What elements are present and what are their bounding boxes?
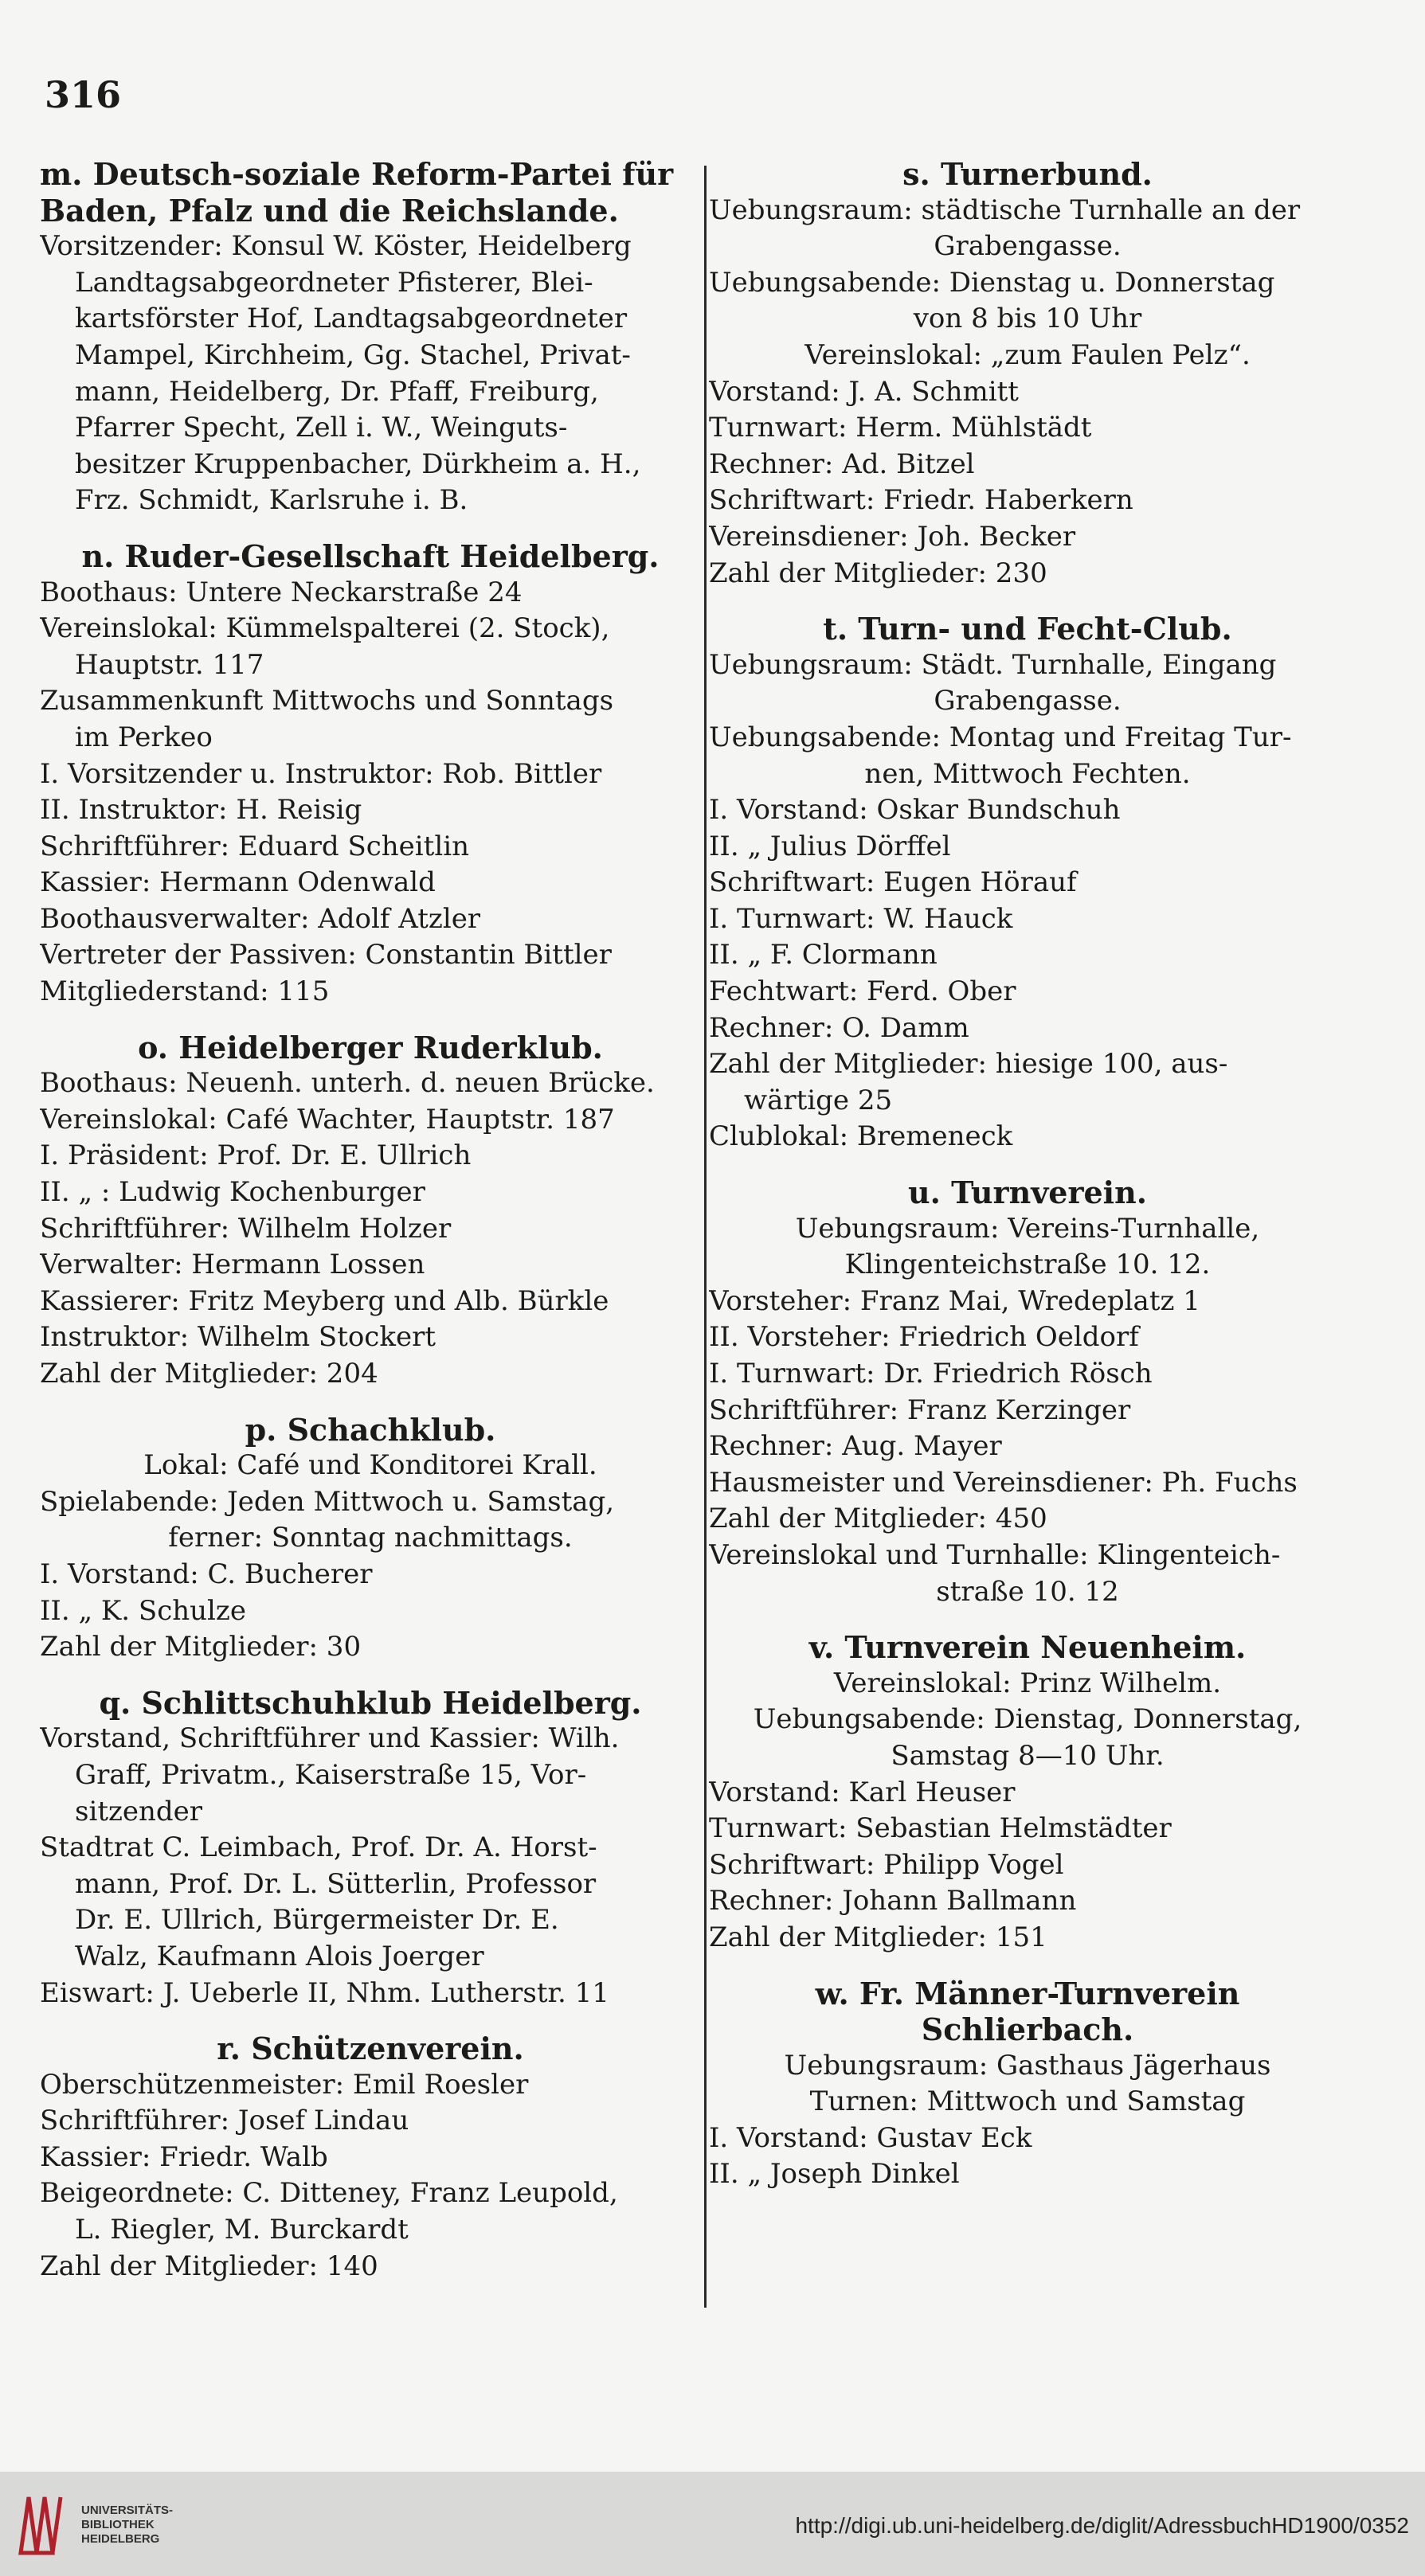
text-line: Uebungsabende: Dienstag, Donnerstag, — [753, 1703, 1302, 1736]
section-gap — [709, 1610, 1346, 1629]
text-line: Schriftwart: Eugen Hörauf — [709, 866, 1077, 899]
text-line: I. Vorstand: Gustav Eck — [709, 2121, 1032, 2154]
section-heading: m. Deutsch-soziale Reform-Partei für — [40, 156, 674, 192]
text-line: Uebungsabende: Montag und Freitag Tur- — [709, 721, 1292, 753]
text-line: Rechner: Johann Ballmann — [709, 1885, 1077, 1917]
library-logo-text — [81, 2504, 173, 2547]
text-line: Kassierer: Fritz Meyberg und Alb. Bürkle — [40, 1284, 609, 1317]
section-heading: u. Turnverein. — [908, 1175, 1147, 1211]
text-line: Vereinslokal: Kümmelspalterei (2. Stock), — [40, 612, 610, 645]
text-line: Schriftwart: Friedr. Haberkern — [709, 484, 1133, 517]
text-line: Zahl der Mitglieder: 204 — [40, 1358, 378, 1390]
text-line: Fechtwart: Ferd. Ober — [709, 975, 1016, 1008]
text-line: Schriftführer: Wilhelm Holzer — [40, 1212, 452, 1245]
text-line: Boothaus: Untere Neckarstraße 24 — [40, 576, 523, 608]
text-line: Schriftführer: Eduard Scheitlin — [40, 830, 469, 862]
text-line: Rechner: Aug. Mayer — [709, 1430, 1002, 1463]
text-line: Dr. E. Ullrich, Bürgermeister Dr. E. — [75, 1904, 559, 1937]
text-line: II. „ K. Schulze — [40, 1594, 246, 1627]
section-heading: Schlierbach. — [921, 2011, 1134, 2048]
text-line: Hauptstr. 117 — [75, 648, 264, 681]
text-line: Schriftführer: Franz Kerzinger — [709, 1394, 1131, 1426]
section-gap — [40, 2011, 701, 2031]
text-line: wärtige 25 — [744, 1084, 893, 1116]
source-url-link[interactable]: http://digi.ub.uni-heidelberg.de/diglit/AdressbuchHD1900/0352 — [795, 2513, 1409, 2538]
text-line: besitzer Kruppenbacher, Dürkheim a. H., — [75, 448, 641, 480]
text-line: I. Präsident: Prof. Dr. E. Ullrich — [40, 1139, 472, 1172]
section-gap — [40, 519, 701, 538]
text-line: Uebungsraum: Vereins-Turnhalle, — [795, 1212, 1260, 1245]
text-line: Zahl der Mitglieder: 30 — [40, 1631, 362, 1663]
section-heading: s. Turnerbund. — [902, 156, 1153, 192]
text-line: Lokal: Café und Konditorei Krall. — [143, 1449, 597, 1482]
text-line: Grabengasse. — [934, 685, 1122, 717]
text-line: Zusammenkunft Mittwochs und Sonntags — [40, 685, 614, 717]
text-line: Zahl der Mitglieder: 140 — [40, 2250, 378, 2282]
text-line: Eiswart: J. Ueberle II, Nhm. Lutherstr. 11 — [40, 1976, 609, 2009]
text-line: L. Riegler, M. Burckardt — [75, 2214, 409, 2246]
text-line: Samstag 8—10 Uhr. — [891, 1739, 1165, 1772]
text-line: Vorsitzender: Konsul W. Köster, Heidelberg — [40, 230, 632, 263]
library-logo-icon — [13, 2489, 69, 2561]
text-line: II. „ Julius Dörffel — [709, 830, 951, 862]
text-line: I. Vorstand: C. Bucherer — [40, 1558, 373, 1590]
section-heading: w. Fr. Männer-Turnverein — [815, 1975, 1240, 2011]
text-line: Schriftwart: Philipp Vogel — [709, 1848, 1064, 1881]
section-gap — [40, 1010, 701, 1030]
logo-line-2: BIBLIOTHEK — [81, 2518, 155, 2531]
section-gap — [709, 1956, 1346, 1976]
text-line: im Perkeo — [75, 721, 213, 753]
section-heading: q. Schlittschuhklub Heidelberg. — [99, 1684, 642, 1721]
text-line: II. „ : Ludwig Kochenburger — [40, 1176, 425, 1209]
footer-bar — [0, 2472, 1425, 2576]
section-gap — [40, 1393, 701, 1412]
text-line: Vereinslokal und Turnhalle: Klingenteich- — [709, 1538, 1281, 1571]
text-line: Uebungsraum: städtische Turnhalle an der — [709, 193, 1301, 226]
text-line: Instruktor: Wilhelm Stockert — [40, 1321, 436, 1354]
text-line: Vereinslokal: Café Wachter, Hauptstr. 187 — [40, 1103, 615, 1136]
text-line: I. Vorstand: Oskar Bundschuh — [709, 794, 1121, 827]
text-line: Pfarrer Specht, Zell i. W., Weinguts- — [75, 412, 568, 444]
logo-line-3: HEIDELBERG — [81, 2532, 160, 2546]
text-line: Beigeordnete: C. Ditteney, Franz Leupold, — [40, 2177, 618, 2210]
section-heading: Baden, Pfalz und die Reichslande. — [40, 192, 619, 229]
text-line: Turnen: Mittwoch und Samstag — [809, 2085, 1246, 2118]
text-line: Vertreter der Passiven: Constantin Bittler — [40, 939, 612, 971]
text-line: mann, Heidelberg, Dr. Pfaff, Freiburg, — [75, 375, 599, 408]
text-line: Clublokal: Bremeneck — [709, 1120, 1013, 1153]
text-line: Zahl der Mitglieder: 230 — [709, 557, 1047, 589]
text-line: Zahl der Mitglieder: hiesige 100, aus- — [709, 1048, 1228, 1081]
text-line: Vorstand: Karl Heuser — [709, 1776, 1016, 1808]
column-divider — [704, 166, 707, 2308]
text-line: mann, Prof. Dr. L. Sütterlin, Professor — [75, 1867, 597, 1900]
text-line: Vorstand: J. A. Schmitt — [709, 375, 1019, 408]
section-gap — [709, 592, 1346, 611]
text-line: Boothausverwalter: Adolf Atzler — [40, 902, 481, 935]
text-line: Spielabende: Jeden Mittwoch u. Samstag, — [40, 1485, 615, 1518]
section-gap — [709, 1155, 1346, 1175]
text-line: Mampel, Kirchheim, Gg. Stachel, Privat- — [75, 338, 631, 371]
text-line: Schriftführer: Josef Lindau — [40, 2105, 409, 2137]
section-heading: p. Schachklub. — [245, 1411, 496, 1448]
text-line: II. „ F. Clormann — [709, 939, 938, 971]
text-line: I. Turnwart: W. Hauck — [709, 902, 1013, 935]
text-line: Oberschützenmeister: Emil Roesler — [40, 2068, 529, 2101]
text-line: Graff, Privatm., Kaiserstraße 15, Vor- — [75, 1758, 587, 1791]
text-line: Vorstand, Schriftführer und Kassier: Wilh. — [40, 1722, 620, 1755]
text-line: Vereinslokal: Prinz Wilhelm. — [833, 1667, 1222, 1699]
text-line: Verwalter: Hermann Lossen — [40, 1249, 425, 1281]
section-heading: t. Turn- und Fecht-Club. — [823, 611, 1232, 647]
text-line: Zahl der Mitglieder: 151 — [709, 1921, 1047, 1953]
text-line: Vereinsdiener: Joh. Becker — [709, 520, 1076, 553]
text-line: Landtagsabgeordneter Pfisterer, Blei- — [75, 266, 593, 299]
text-line: Klingenteichstraße 10. 12. — [844, 1249, 1211, 1281]
text-line: Frz. Schmidt, Karlsruhe i. B. — [75, 484, 468, 517]
text-line: Turnwart: Sebastian Helmstädter — [709, 1812, 1172, 1845]
text-line: von 8 bis 10 Uhr — [913, 303, 1142, 335]
text-line: II. „ Joseph Dinkel — [709, 2158, 960, 2191]
text-line: I. Turnwart: Dr. Friedrich Rösch — [709, 1358, 1153, 1390]
text-line: Boothaus: Neuenh. unterh. d. neuen Brücke. — [40, 1067, 655, 1100]
text-line: Rechner: Ad. Bitzel — [709, 448, 975, 480]
text-line: I. Vorsitzender u. Instruktor: Rob. Bittler — [40, 757, 602, 790]
text-line: Rechner: O. Damm — [709, 1011, 969, 1044]
section-heading: v. Turnverein Neuenheim. — [808, 1629, 1247, 1666]
text-line: Kassier: Hermann Odenwald — [40, 866, 436, 899]
text-line: Hausmeister und Vereinsdiener: Ph. Fuchs — [709, 1466, 1298, 1499]
page-number: 316 — [45, 73, 122, 116]
text-line: sitzender — [75, 1795, 203, 1827]
text-line: Uebungsraum: Städt. Turnhalle, Eingang — [709, 648, 1277, 681]
text-line: Turnwart: Herm. Mühlstädt — [709, 412, 1092, 444]
text-line: ferner: Sonntag nachmittags. — [168, 1522, 573, 1554]
section-heading: o. Heidelberger Ruderklub. — [138, 1029, 603, 1065]
text-line: Uebungsabende: Dienstag u. Donnerstag — [709, 266, 1275, 299]
text-line: Vorsteher: Franz Mai, Wredeplatz 1 — [709, 1284, 1200, 1317]
text-line: Uebungsraum: Gasthaus Jägerhaus — [784, 2049, 1271, 2082]
text-line: Vereinslokal: „zum Faulen Pelz“. — [804, 338, 1251, 371]
text-line: kartsförster Hof, Landtagsabgeordneter — [75, 303, 628, 335]
text-line: straße 10. 12 — [936, 1575, 1119, 1608]
text-line: Walz, Kaufmann Alois Joerger — [75, 1940, 484, 1972]
section-heading: r. Schützenverein. — [217, 2031, 524, 2067]
text-line: Zahl der Mitglieder: 450 — [709, 1503, 1047, 1535]
text-line: Stadtrat C. Leimbach, Prof. Dr. A. Horst- — [40, 1831, 597, 1864]
text-line: Mitgliederstand: 115 — [40, 975, 330, 1008]
left-column — [40, 156, 701, 2285]
text-line: II. Instruktor: H. Reisig — [40, 794, 362, 827]
logo-line-1: UNIVERSITÄTS- — [81, 2504, 174, 2517]
text-line: II. Vorsteher: Friedrich Oeldorf — [709, 1321, 1139, 1354]
text-line: nen, Mittwoch Fechten. — [864, 757, 1191, 790]
text-line: Kassier: Friedr. Walb — [40, 2140, 328, 2173]
section-gap — [40, 1666, 701, 1685]
right-column — [709, 156, 1346, 2193]
section-heading: n. Ruder-Gesellschaft Heidelberg. — [81, 537, 660, 574]
text-line: Grabengasse. — [934, 230, 1122, 263]
